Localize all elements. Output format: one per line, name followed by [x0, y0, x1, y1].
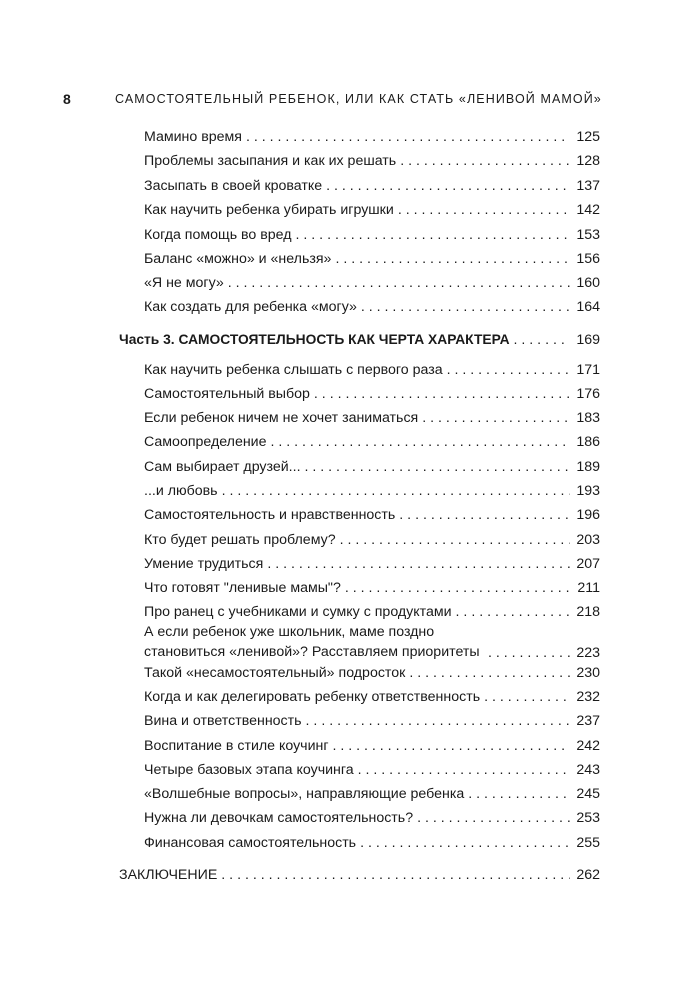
toc-entry-title: Часть 3. САМОСТОЯТЕЛЬНОСТЬ КАК ЧЕРТА ХАРАКТЕРА [119, 332, 510, 347]
toc-entry-page: 223 [576, 645, 600, 661]
toc-entry [144, 506, 600, 524]
toc-entry-page: 193 [576, 483, 600, 499]
toc-leader-dots [456, 603, 571, 621]
toc-entry-title: Когда помощь во вред [144, 227, 292, 243]
toc-leader-dots [417, 809, 570, 827]
toc-leader-dots [246, 128, 570, 146]
toc-entry-page: 160 [576, 275, 600, 291]
toc-entry [144, 250, 600, 268]
toc-entry [144, 688, 600, 706]
toc-leader-dots [399, 506, 570, 524]
toc-leader-dots [326, 177, 570, 195]
toc-entry-page: 171 [576, 362, 600, 378]
toc-entry-page: 203 [576, 532, 600, 548]
toc-leader-dots [360, 834, 570, 852]
toc-entry [144, 226, 600, 244]
toc-entry [144, 385, 600, 403]
toc-entry-title: Вина и ответственность [144, 713, 302, 729]
toc-entry-title: Засыпать в своей кроватке [144, 178, 323, 194]
toc-entry-page: 211 [577, 580, 600, 596]
toc-entry [144, 531, 600, 549]
toc-entry-page: 232 [576, 689, 600, 705]
toc-entry-page: 128 [576, 153, 600, 169]
running-head [63, 89, 641, 109]
toc-entry [144, 458, 600, 476]
toc-entry-page: 183 [576, 410, 600, 426]
toc-entry-title: Самостоятельность и нравственность [144, 507, 396, 523]
toc-conclusion [119, 866, 600, 884]
toc-entry [144, 785, 600, 803]
toc-entry [144, 482, 600, 500]
toc-leader-dots [333, 737, 571, 755]
toc-entry-page: 186 [576, 434, 600, 450]
toc-leader-dots [228, 274, 571, 292]
toc-leader-dots [221, 866, 570, 884]
toc-entry [144, 433, 600, 451]
toc-entry-page: 207 [576, 556, 600, 572]
toc-leader-dots [488, 644, 570, 662]
page-number: 8 [63, 91, 72, 107]
toc-entry [144, 834, 600, 852]
toc-entry [144, 409, 600, 427]
toc-entry-title: Самоопределение [144, 434, 267, 450]
toc-entry-page: 164 [576, 299, 600, 315]
toc-entry-title: Четыре базовых этапа коучинга [144, 762, 354, 778]
toc-entry-title: Финансовая самостоятельность [144, 835, 357, 851]
toc-leader-dots [305, 458, 571, 476]
toc-entry [144, 712, 600, 730]
toc-leader-dots [314, 385, 570, 403]
toc-entry [144, 737, 600, 755]
toc-leader-dots [358, 761, 571, 779]
toc-entry [144, 274, 600, 292]
toc-leader-dots [400, 152, 570, 170]
book-title: САМОСТОЯТЕЛЬНЫЙ РЕБЕНОК, ИЛИ КАК СТАТЬ «ЛЕНИВОЙ МАМОЙ» [115, 92, 602, 106]
toc-leader-dots [361, 298, 570, 316]
toc-entry-title: «Волшебные вопросы», направляющие ребенка [144, 786, 465, 802]
toc-entry-page: 242 [576, 738, 600, 754]
toc-entry-title: Когда и как делегировать ребенку ответственность [144, 689, 481, 705]
toc-entry [144, 177, 600, 195]
toc-entry-page: 218 [576, 604, 600, 620]
toc-entry-page: 253 [576, 810, 600, 826]
toc-entry-page: 137 [576, 178, 600, 194]
toc-entry [144, 152, 600, 170]
toc-leader-dots [267, 555, 570, 573]
toc-entry [144, 603, 600, 621]
toc-entry-title: Что готовят "ленивые мамы"? [144, 580, 341, 596]
toc-entry [144, 201, 600, 219]
toc-entry-title: Мамино время [144, 129, 242, 145]
toc-entry-title: Как научить ребенка убирать игрушки [144, 202, 394, 218]
toc-leader-dots [222, 482, 571, 500]
toc-entry-page: 153 [576, 227, 600, 243]
toc-entry-page: 243 [576, 762, 600, 778]
toc-entry-page: 189 [576, 459, 600, 475]
toc-leader-dots [271, 433, 571, 451]
toc-entry-title: Самостоятельный выбор [144, 386, 310, 402]
toc-entry-page: 245 [576, 786, 600, 802]
toc-leader-dots [409, 664, 570, 682]
toc-entry-title: Проблемы засыпания и как их решать [144, 153, 397, 169]
toc-entry [144, 626, 600, 662]
toc-entry [144, 664, 600, 682]
toc-entry-title: Как создать для ребенка «могу» [144, 299, 357, 315]
toc-entry-title: ...и любовь [144, 483, 218, 499]
toc-entry-page: 262 [576, 867, 600, 883]
toc-leader-dots [306, 712, 571, 730]
toc-entry-page: 230 [576, 665, 600, 681]
toc-entry [144, 761, 600, 779]
toc-leader-dots [447, 361, 571, 379]
toc-leader-dots [484, 688, 570, 706]
toc-entry-title: Если ребенок ничем не хочет заниматься [144, 410, 419, 426]
toc-entry-page: 176 [576, 386, 600, 402]
toc-entry-title: Сам выбирает друзей... [144, 459, 301, 475]
toc-leader-dots [345, 579, 572, 597]
toc-entry-page: 142 [576, 202, 600, 218]
toc-part-heading [119, 331, 600, 349]
toc-entry [144, 555, 600, 573]
toc-leader-dots [296, 226, 571, 244]
toc-leader-dots [468, 785, 570, 803]
toc-entry-page: 196 [576, 507, 600, 523]
toc-entry-page: 125 [576, 129, 600, 145]
toc-entry-title: Такой «несамостоятельный» подросток [144, 665, 406, 681]
toc-leader-dots [340, 531, 571, 549]
toc-entry [144, 809, 600, 827]
toc-entry-title: Про ранец с учебниками и сумку с продуктами [144, 604, 452, 620]
toc-entry-title: Умение трудиться [144, 556, 264, 572]
toc-entry-title: Как научить ребенка слышать с первого раза [144, 362, 443, 378]
toc-entry [144, 579, 600, 597]
toc-leader-dots [398, 201, 571, 219]
toc-entry-title: Кто будет решать проблему? [144, 532, 336, 548]
toc-entry [144, 298, 600, 316]
toc-leader-dots [514, 331, 571, 349]
toc-entry-title: Воспитание в стиле коучинг [144, 738, 329, 754]
toc-entry-page: 156 [576, 251, 600, 267]
toc-entry-title: А если ребенок уже школьник, маме поздно становиться «ленивой»? Расставляем приоритеты [144, 624, 480, 660]
toc-entry-title: ЗАКЛЮЧЕНИЕ [119, 867, 218, 883]
toc-entry-title: Нужна ли девочкам самостоятельность? [144, 810, 414, 826]
toc-entry [144, 361, 600, 379]
toc-entry-page: 255 [576, 835, 600, 851]
toc-entry-page: 237 [576, 713, 600, 729]
toc-entry [144, 128, 600, 146]
toc-entry-title: «Я не могу» [144, 275, 224, 291]
toc-leader-dots [422, 409, 570, 427]
toc-entry-title: Баланс «можно» и «нельзя» [144, 251, 332, 267]
toc-entry-page: 169 [576, 332, 600, 348]
toc-leader-dots [335, 250, 570, 268]
